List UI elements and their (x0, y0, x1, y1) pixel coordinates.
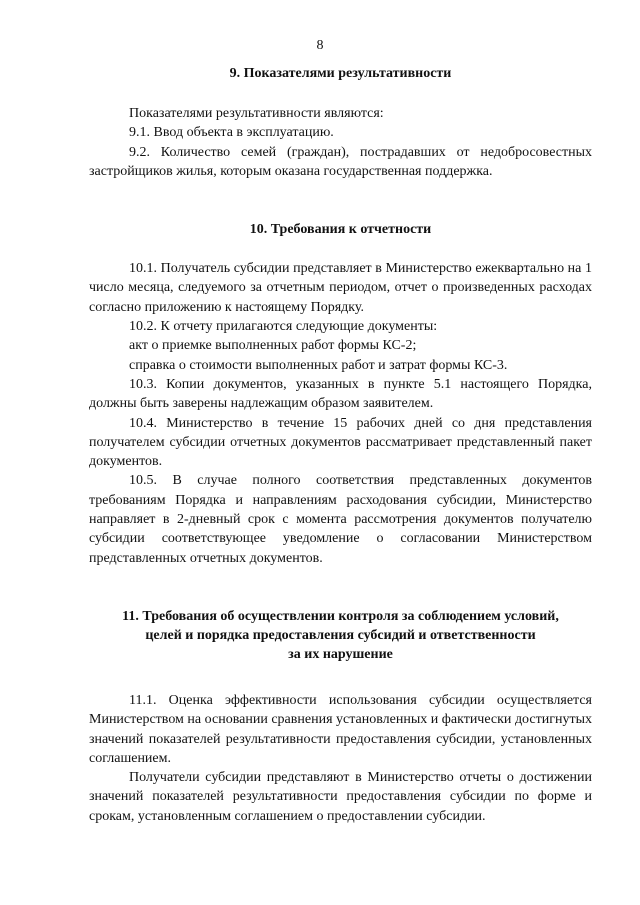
section-11-title (89, 607, 592, 664)
section-9-paragraph: Показателями результативности являются: (129, 106, 384, 121)
section-9 (89, 64, 592, 181)
section-9-paragraph: 9.2. Количество семей (граждан), пострадавших от недобросовестных застройщиков жилья, которым оказана государственная поддержка. (89, 144, 592, 179)
section-9-title: 9. Показателями результативности (229, 66, 452, 81)
section-10 (89, 220, 592, 568)
section-11-title-line: 11. Требования об осуществлении контроля за соблюдением условий, (122, 608, 559, 624)
section-10-paragraph: акт о приемке выполненных работ формы КС-2; (129, 338, 417, 354)
section-11-paragraph: 11.1. Оценка эффективности использования субсидии осуществляется Министерством на основании сравнения установленных и фактически достигнутых значений показателей результативности предоставления субсидии, установленных соглашением. (89, 692, 592, 766)
section-10-paragraph: справка о стоимости выполненных работ и затрат формы КС-3. (129, 357, 508, 373)
document-body (89, 64, 592, 826)
section-11-title-line: за их нарушение (288, 646, 393, 662)
section-10-paragraph: 10.3. Копии документов, указанных в пункте 5.1 настоящего Порядка, должны быть заверены надлежащим образом заявителем. (89, 376, 592, 412)
section-11-paragraph: Получатели субсидии представляют в Министерство отчеты о достижении значений показателей результативности предоставления субсидии по форме и срокам, установленным соглашением о предоставлении субсидии. (89, 770, 592, 824)
section-10-paragraph: 10.4. Министерство в течение 15 рабочих дней со дня представления получателем субсидии отчетных документов рассматривает представленный пакет документов. (89, 415, 592, 470)
section-11-title-line: целей и порядка предоставления субсидий и ответственности (145, 627, 536, 643)
section-9-paragraph: 9.1. Ввод объекта в эксплуатацию. (129, 125, 334, 141)
section-10-paragraph: 10.2. К отчету прилагаются следующие документы: (129, 319, 438, 335)
section-10-paragraph: 10.1. Получатель субсидии представляет в Министерство ежеквартально на 1 число месяца, следуемого за отчетным периодом, отчет о произведенных расходах согласно приложению к настоящему Порядку. (89, 261, 592, 315)
section-11 (89, 607, 592, 826)
page-number: 8 (316, 38, 324, 53)
section-10-paragraph: 10.5. В случае полного соответствия представленных документов требованиям Порядка и направлениям расходования субсидии, Министерство направляет в 2-дневный срок с момента рассмотрения документов получателю субсидии соответствующее уведомление о согласовании Министерством представленных отчетных документов. (89, 473, 592, 566)
section-10-title: 10. Требования к отчетности (249, 222, 432, 238)
